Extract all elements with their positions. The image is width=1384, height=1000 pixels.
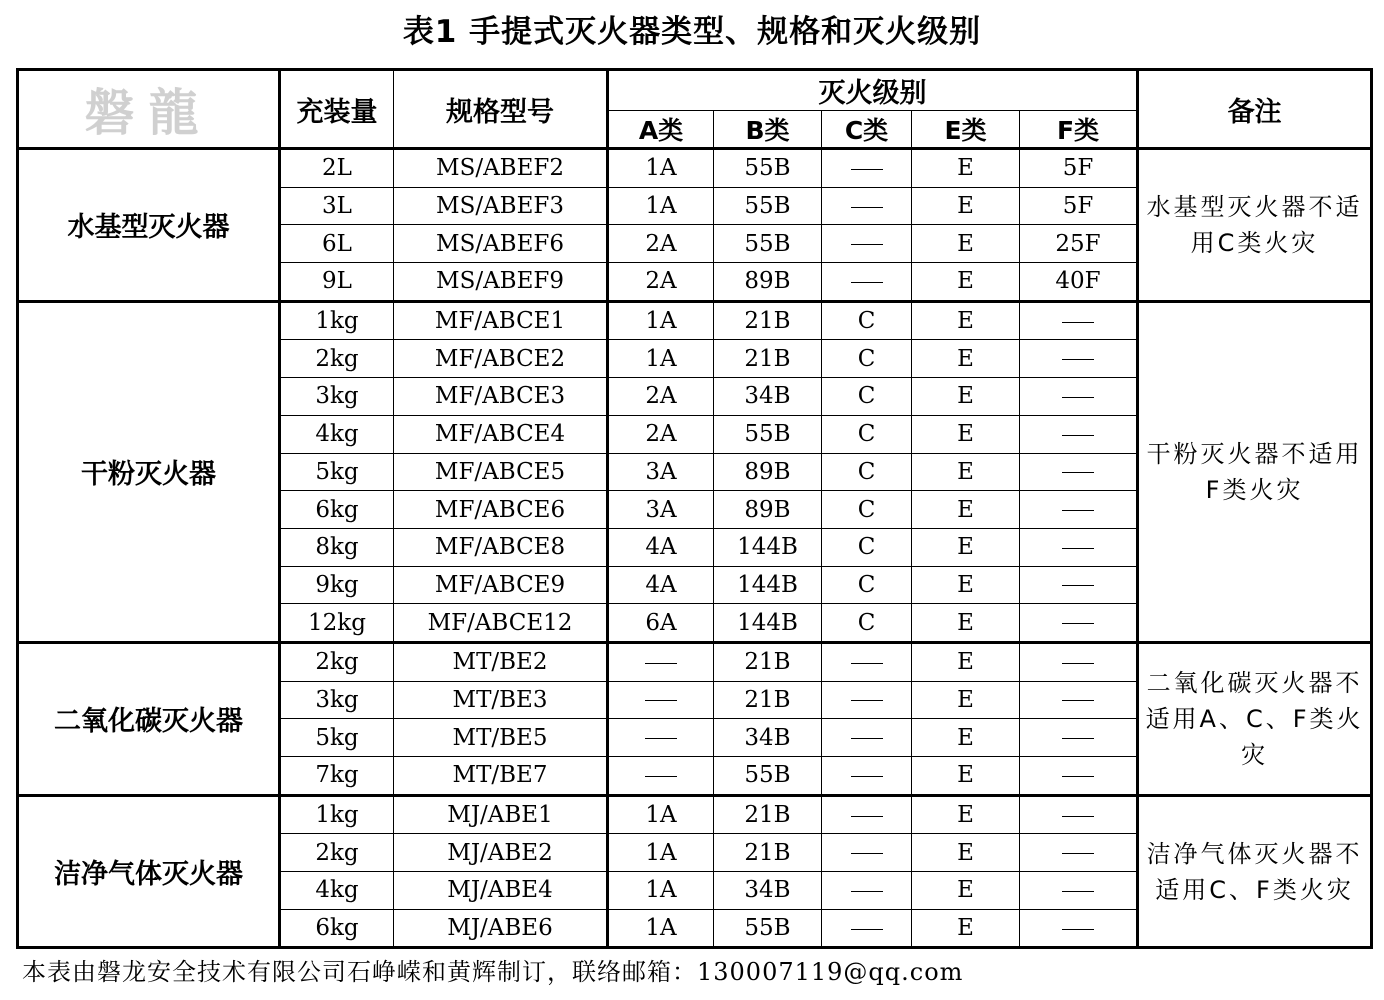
cell-capacity: 9L (280, 263, 394, 302)
model-header: 规格型号 (394, 70, 608, 149)
cell-model: MT/BE5 (394, 719, 608, 757)
cell-a: 1A (608, 301, 714, 340)
cell-b: 21B (714, 301, 822, 340)
cell-model: MF/ABCE12 (394, 604, 608, 643)
cell-b: 34B (714, 872, 822, 910)
note-cell: 二氧化碳灭火器不适用A、C、F类火灾 (1138, 642, 1372, 795)
dash-mark (1062, 700, 1094, 701)
cell-e: E (912, 225, 1020, 263)
cell-a: 4A (608, 528, 714, 566)
extinguisher-type: 洁净气体灭火器 (18, 795, 280, 948)
extinguisher-type: 干粉灭火器 (18, 301, 280, 642)
cell-c (822, 795, 912, 834)
cell-capacity: 3kg (280, 681, 394, 719)
cell-a (608, 757, 714, 796)
cell-a (608, 681, 714, 719)
dash-mark (1062, 623, 1094, 624)
cell-a: 6A (608, 604, 714, 643)
class-c-header: C类 (822, 111, 912, 149)
cell-e: E (912, 415, 1020, 453)
cell-c (822, 642, 912, 681)
cell-capacity: 2L (280, 149, 394, 188)
cell-a: 1A (608, 872, 714, 910)
dash-mark (1062, 738, 1094, 739)
cell-model: MF/ABCE6 (394, 491, 608, 529)
cell-f (1020, 719, 1138, 757)
cell-capacity: 2kg (280, 834, 394, 872)
cell-capacity: 3L (280, 187, 394, 225)
cell-e: E (912, 263, 1020, 302)
cell-b: 55B (714, 909, 822, 948)
cell-model: MS/ABEF3 (394, 187, 608, 225)
cell-e: E (912, 453, 1020, 491)
dash-mark (851, 244, 883, 245)
dash-mark (1062, 397, 1094, 398)
cell-e: E (912, 340, 1020, 378)
dash-mark (1062, 929, 1094, 930)
dash-mark (645, 700, 677, 701)
cell-model: MT/BE2 (394, 642, 608, 681)
cell-capacity: 6kg (280, 909, 394, 948)
cell-model: MT/BE3 (394, 681, 608, 719)
cell-e: E (912, 149, 1020, 188)
dash-mark (645, 738, 677, 739)
cell-model: MF/ABCE1 (394, 301, 608, 340)
cell-c (822, 187, 912, 225)
cell-a: 2A (608, 378, 714, 416)
cell-b: 55B (714, 149, 822, 188)
cell-model: MT/BE7 (394, 757, 608, 796)
cell-a: 3A (608, 491, 714, 529)
cell-b: 21B (714, 681, 822, 719)
cell-a: 1A (608, 834, 714, 872)
cell-e: E (912, 566, 1020, 604)
cell-c: C (822, 301, 912, 340)
cell-c (822, 719, 912, 757)
cell-f: 25F (1020, 225, 1138, 263)
cell-a: 2A (608, 263, 714, 302)
cell-model: MF/ABCE8 (394, 528, 608, 566)
cell-model: MS/ABEF6 (394, 225, 608, 263)
dash-mark (1062, 359, 1094, 360)
dash-mark (851, 776, 883, 777)
cell-capacity: 3kg (280, 378, 394, 416)
note-header: 备注 (1138, 70, 1372, 149)
logo-cell (18, 70, 280, 149)
cell-capacity: 8kg (280, 528, 394, 566)
cell-b: 21B (714, 642, 822, 681)
cell-model: MJ/ABE2 (394, 834, 608, 872)
cell-e: E (912, 719, 1020, 757)
cell-e: E (912, 604, 1020, 643)
cell-e: E (912, 834, 1020, 872)
cell-f (1020, 528, 1138, 566)
dash-mark (1062, 776, 1094, 777)
cell-c (822, 872, 912, 910)
cell-model: MS/ABEF9 (394, 263, 608, 302)
cell-f: 5F (1020, 149, 1138, 188)
cell-a: 2A (608, 225, 714, 263)
cell-f (1020, 834, 1138, 872)
dash-mark (645, 776, 677, 777)
cell-a: 1A (608, 187, 714, 225)
dash-mark (1062, 853, 1094, 854)
extinguisher-type: 水基型灭火器 (18, 149, 280, 302)
dash-mark (851, 853, 883, 854)
cell-capacity: 4kg (280, 872, 394, 910)
cell-c (822, 149, 912, 188)
cell-a: 2A (608, 415, 714, 453)
cell-b: 89B (714, 491, 822, 529)
dash-mark (851, 169, 883, 170)
cell-a (608, 719, 714, 757)
cell-e: E (912, 757, 1020, 796)
cell-model: MJ/ABE6 (394, 909, 608, 948)
cell-e: E (912, 909, 1020, 948)
dash-mark (851, 700, 883, 701)
cell-model: MF/ABCE2 (394, 340, 608, 378)
cell-model: MF/ABCE4 (394, 415, 608, 453)
cell-e: E (912, 491, 1020, 529)
cell-f (1020, 757, 1138, 796)
cell-e: E (912, 301, 1020, 340)
cell-b: 55B (714, 225, 822, 263)
cell-f (1020, 378, 1138, 416)
cell-f (1020, 909, 1138, 948)
cell-a: 3A (608, 453, 714, 491)
cell-c: C (822, 453, 912, 491)
cell-b: 144B (714, 528, 822, 566)
note-cell: 洁净气体灭火器不适用C、F类火灾 (1138, 795, 1372, 948)
extinguisher-table (16, 68, 1373, 949)
cell-capacity: 4kg (280, 415, 394, 453)
cell-f (1020, 340, 1138, 378)
dash-mark (851, 816, 883, 817)
cell-f (1020, 604, 1138, 643)
cell-e: E (912, 378, 1020, 416)
cell-capacity: 5kg (280, 719, 394, 757)
cell-model: MF/ABCE9 (394, 566, 608, 604)
note-cell: 水基型灭火器不适用C类火灾 (1138, 149, 1372, 302)
dash-mark (1062, 585, 1094, 586)
cell-e: E (912, 528, 1020, 566)
class-f-header: F类 (1020, 111, 1138, 149)
cell-capacity: 6L (280, 225, 394, 263)
cell-e: E (912, 872, 1020, 910)
dash-mark (851, 282, 883, 283)
cell-model: MJ/ABE4 (394, 872, 608, 910)
cell-b: 21B (714, 795, 822, 834)
cell-c (822, 681, 912, 719)
cell-c: C (822, 378, 912, 416)
cell-a: 1A (608, 149, 714, 188)
dash-mark (851, 207, 883, 208)
dash-mark (1062, 435, 1094, 436)
cell-c (822, 225, 912, 263)
table-row (18, 301, 1372, 340)
cell-capacity: 9kg (280, 566, 394, 604)
table-row (18, 642, 1372, 681)
cell-f (1020, 642, 1138, 681)
dash-mark (851, 738, 883, 739)
cell-model: MJ/ABE1 (394, 795, 608, 834)
dash-mark (851, 891, 883, 892)
cell-c (822, 909, 912, 948)
cell-e: E (912, 187, 1020, 225)
note-cell: 干粉灭火器不适用F类火灾 (1138, 301, 1372, 642)
class-a-header: A类 (608, 111, 714, 149)
cell-e: E (912, 795, 1020, 834)
cell-b: 144B (714, 604, 822, 643)
cell-e: E (912, 681, 1020, 719)
cell-a: 1A (608, 340, 714, 378)
cell-capacity: 2kg (280, 642, 394, 681)
cell-c: C (822, 566, 912, 604)
panlong-logo: 磐龍 (84, 84, 213, 142)
cell-c (822, 757, 912, 796)
cell-f (1020, 872, 1138, 910)
cell-c (822, 263, 912, 302)
dash-mark (645, 663, 677, 664)
cell-f (1020, 301, 1138, 340)
cell-b: 89B (714, 453, 822, 491)
cell-c: C (822, 340, 912, 378)
class-e-header: E类 (912, 111, 1020, 149)
cell-capacity: 1kg (280, 301, 394, 340)
cell-f (1020, 795, 1138, 834)
cell-b: 55B (714, 187, 822, 225)
cell-b: 89B (714, 263, 822, 302)
cell-c: C (822, 528, 912, 566)
cell-a: 4A (608, 566, 714, 604)
dash-mark (1062, 663, 1094, 664)
cell-b: 21B (714, 340, 822, 378)
cell-b: 34B (714, 378, 822, 416)
cell-capacity: 6kg (280, 491, 394, 529)
footer-note: 本表由磐龙安全技术有限公司石峥嵘和黄辉制订，联络邮箱：130007119@qq.com (22, 958, 964, 986)
cell-f (1020, 681, 1138, 719)
table-body (18, 149, 1372, 948)
cell-b: 34B (714, 719, 822, 757)
cell-f: 5F (1020, 187, 1138, 225)
dash-mark (1062, 548, 1094, 549)
cell-a (608, 642, 714, 681)
dash-mark (1062, 891, 1094, 892)
cell-f (1020, 566, 1138, 604)
extinguisher-type: 二氧化碳灭火器 (18, 642, 280, 795)
cell-b: 55B (714, 757, 822, 796)
cell-f (1020, 453, 1138, 491)
page-title: 表1 手提式灭火器类型、规格和灭火级别 (402, 14, 982, 50)
cell-c: C (822, 415, 912, 453)
rating-group-header: 灭火级别 (608, 70, 1138, 111)
cell-model: MS/ABEF2 (394, 149, 608, 188)
cell-c: C (822, 491, 912, 529)
cell-model: MF/ABCE5 (394, 453, 608, 491)
dash-mark (1062, 816, 1094, 817)
table-row (18, 149, 1372, 188)
dash-mark (851, 929, 883, 930)
dash-mark (1062, 510, 1094, 511)
cell-b: 144B (714, 566, 822, 604)
cell-e: E (912, 642, 1020, 681)
dash-mark (851, 663, 883, 664)
cell-c: C (822, 604, 912, 643)
dash-mark (1062, 472, 1094, 473)
cell-a: 1A (608, 909, 714, 948)
class-b-header: B类 (714, 111, 822, 149)
cell-capacity: 1kg (280, 795, 394, 834)
cell-f: 40F (1020, 263, 1138, 302)
cell-c (822, 834, 912, 872)
cell-f (1020, 491, 1138, 529)
cell-capacity: 5kg (280, 453, 394, 491)
cell-capacity: 7kg (280, 757, 394, 796)
table-row (18, 795, 1372, 834)
dash-mark (1062, 322, 1094, 323)
cell-model: MF/ABCE3 (394, 378, 608, 416)
cell-f (1020, 415, 1138, 453)
cell-b: 21B (714, 834, 822, 872)
cell-b: 55B (714, 415, 822, 453)
cell-capacity: 12kg (280, 604, 394, 643)
cell-a: 1A (608, 795, 714, 834)
capacity-header: 充装量 (280, 70, 394, 149)
cell-capacity: 2kg (280, 340, 394, 378)
